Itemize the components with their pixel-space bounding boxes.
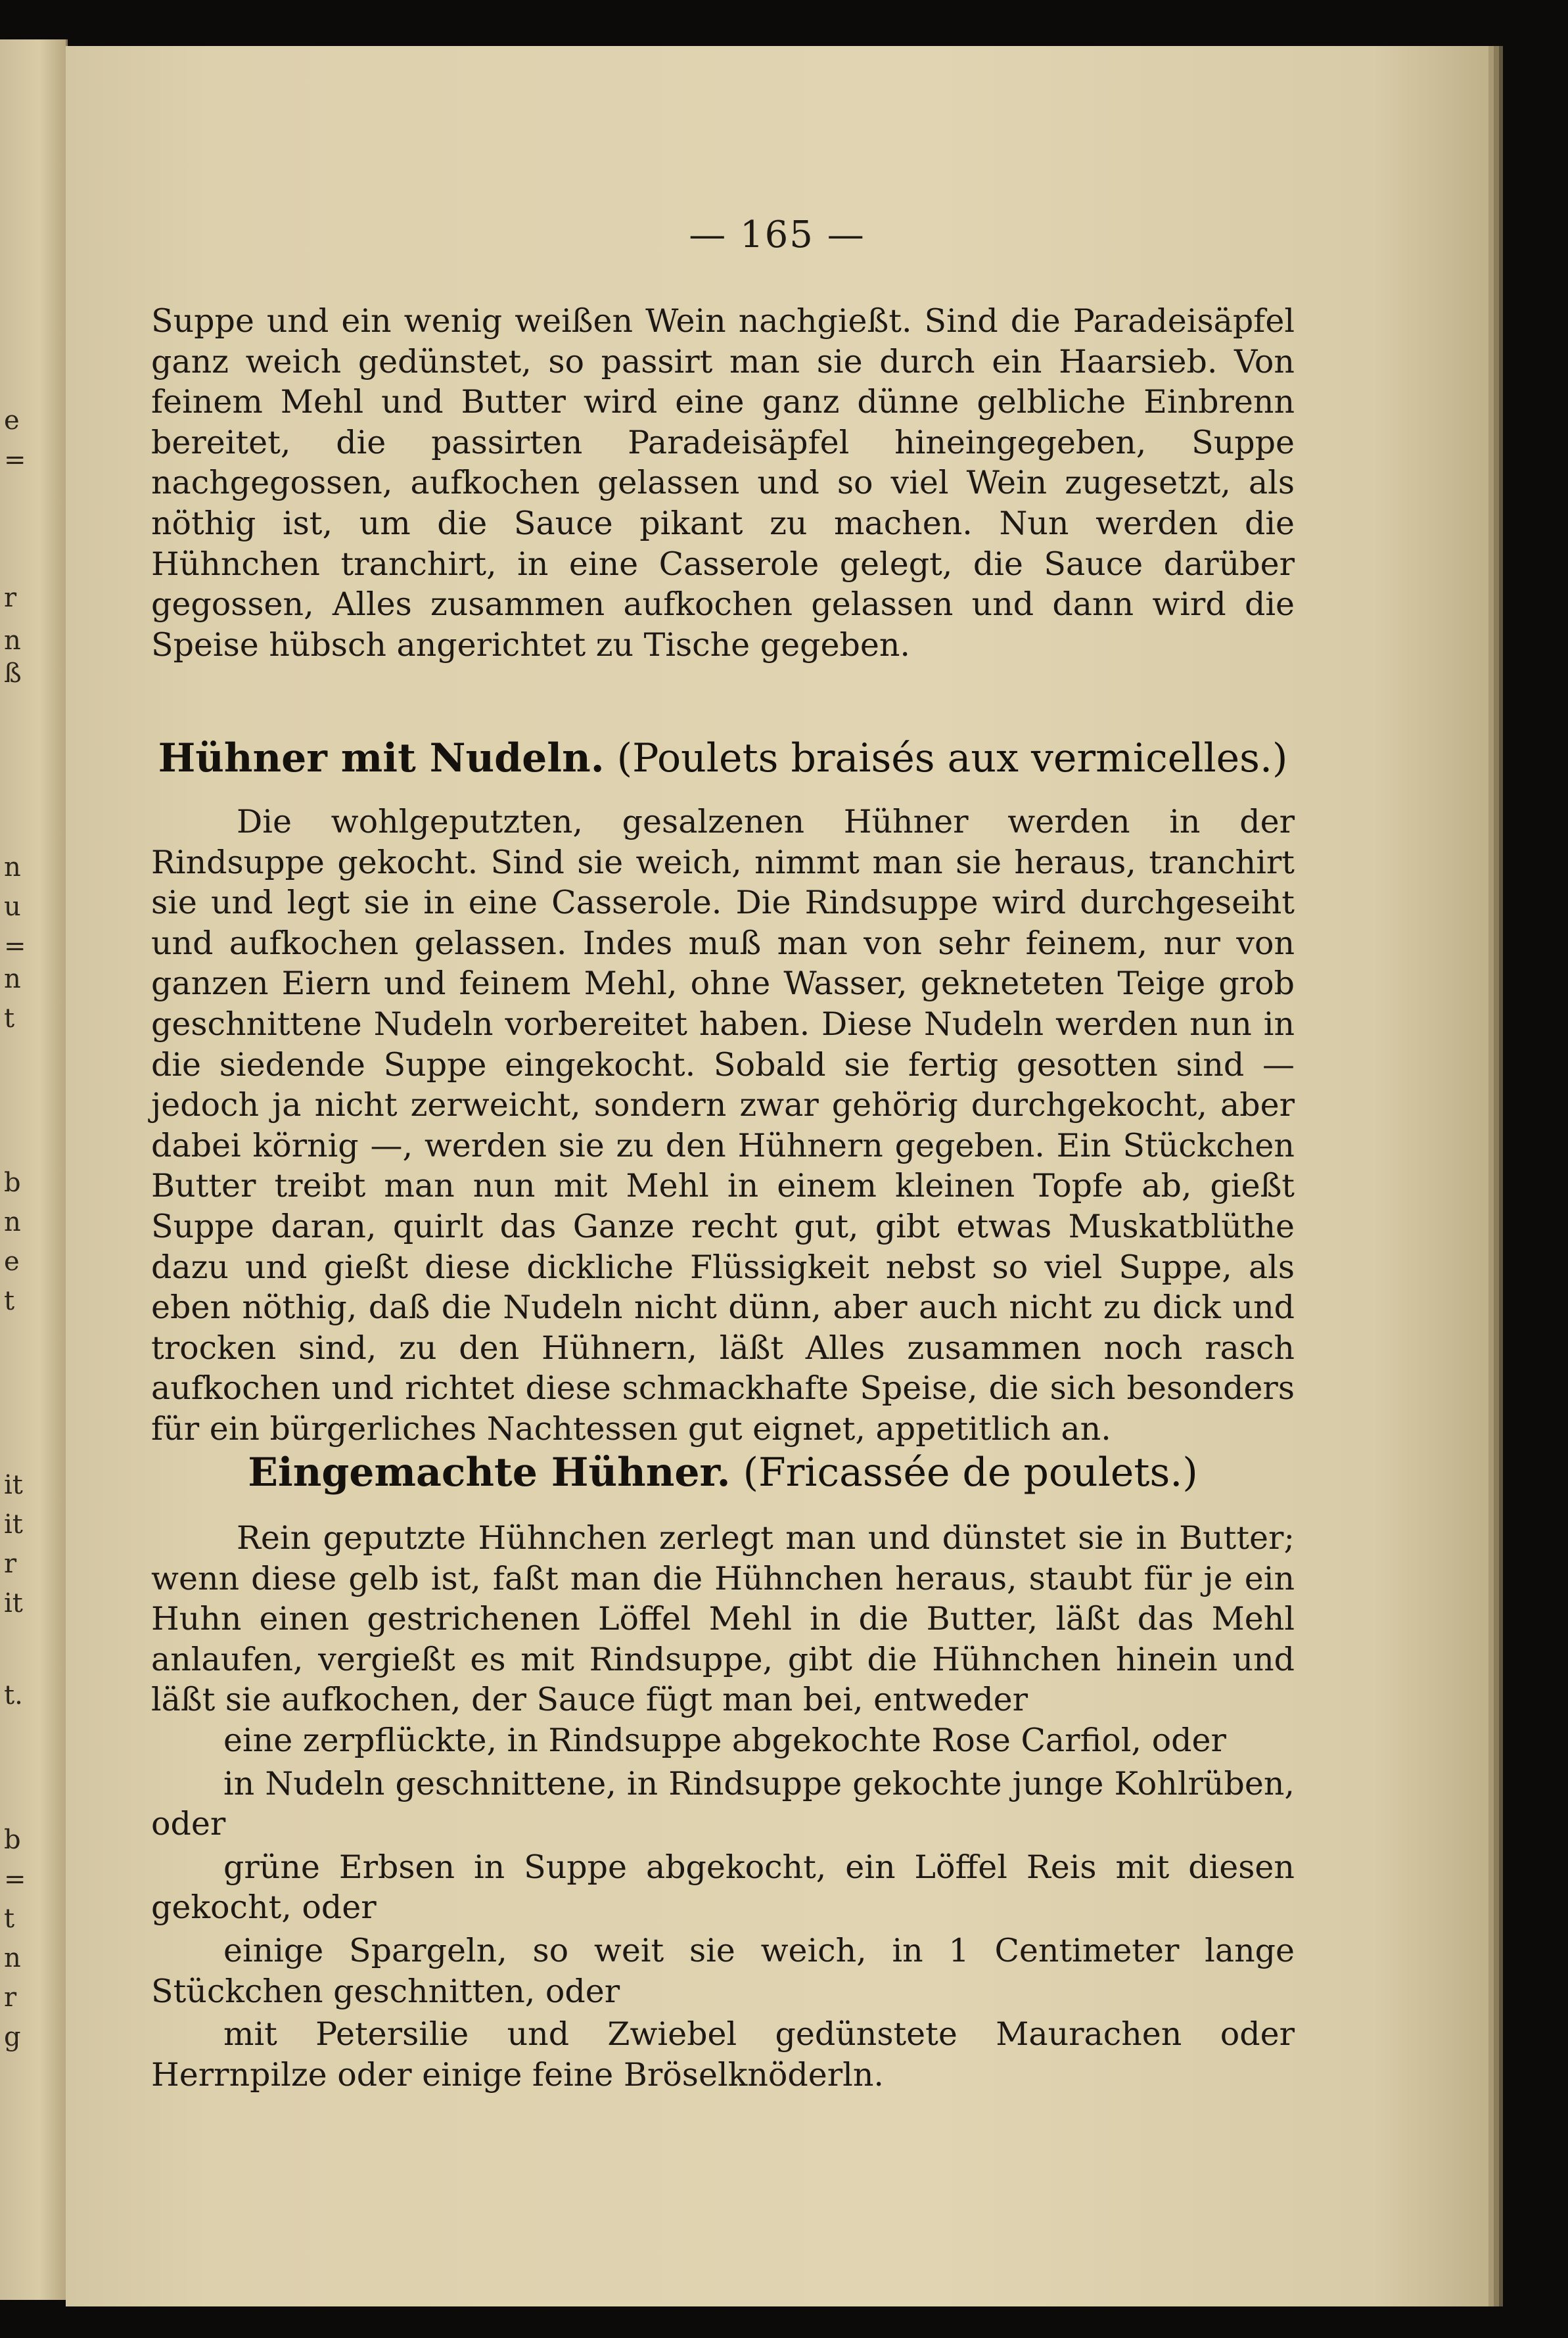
prev-page-fragment: ß	[4, 658, 22, 689]
prev-page-fragment: e	[4, 405, 20, 436]
prev-page-fragment: t	[4, 1904, 15, 1934]
previous-page-edge	[0, 39, 68, 2300]
heading-german: Eingemachte Hühner.	[248, 1450, 731, 1496]
prev-page-fragment: b	[4, 1168, 21, 1198]
list-item: grüne Erbsen in Suppe abgekocht, ein Löffel Reis mit diesen gekocht, oder	[151, 1848, 1295, 1927]
prev-page-fragment: u	[4, 892, 21, 922]
prev-page-fragment: =	[4, 445, 26, 475]
section-heading	[151, 735, 1295, 782]
prev-page-fragment: n	[4, 1943, 21, 1973]
prev-page-fragment: =	[4, 1864, 26, 1894]
paragraph-text: Suppe und ein wenig weißen Wein nachgießt. Sind die Paradeisäpfel ganz weich gedünstet, so passirt man sie durch ein Haarsieb. Von feinem Mehl und Butter wird eine ganz dünne gelbliche Einbrenn bereitet, die passirten Paradeisäpfel hineingegeben, Suppe nachgegossen, aufkochen gelassen und so viel Wein zugesetzt, als nöthig ist, um die Sauce pikant zu machen. Nun werden die Hühnchen tranchirt, in eine Casserole gelegt, die Sauce darüber gegossen, Alles zusammen aufkochen gelassen und dann wird die Speise hübsch angerichtet zu Tische gegeben.	[151, 302, 1295, 664]
prev-page-fragment: b	[4, 1825, 21, 1855]
prev-page-fragment: n	[4, 964, 21, 994]
prev-page-fragment: it	[4, 1470, 23, 1500]
list-item: eine zerpflückte, in Rindsuppe abgekochte Rose Carfiol, oder	[223, 1721, 1226, 1759]
list-item: in Nudeln geschnittene, in Rindsuppe gekochte junge Kohlrüben, oder	[151, 1764, 1295, 1843]
section-heading	[151, 1449, 1295, 1496]
prev-page-fragment: r	[4, 1549, 17, 1579]
prev-page-fragment: n	[4, 852, 21, 882]
prev-page-fragment: t	[4, 1286, 15, 1316]
prev-page-fragment: n	[4, 626, 21, 656]
prev-page-fragment: it	[4, 1588, 23, 1618]
list-item: einige Spargeln, so weit sie weich, in 1 Centimeter lange Stückchen geschnitten, oder	[151, 1931, 1295, 2010]
prev-page-fragment: t	[4, 1003, 15, 1034]
prev-page-fragment: r	[4, 1983, 17, 2013]
prev-page-fragment: r	[4, 583, 17, 613]
heading-french: (Fricassée de poulets.)	[743, 1450, 1198, 1496]
section-body	[151, 802, 1295, 1450]
heading-french: (Poulets braisés aux vermicelles.)	[616, 735, 1288, 781]
paragraph-text: Rein geputzte Hühnchen zerlegt man und dünstet sie in Butter; wenn diese gelb ist, faßt man die Hühnchen heraus, staubt für je ein Huhn einen gestrichenen Löffel Mehl in die Butter, läßt das Mehl anlaufen, vergießt es mit Rindsuppe, gibt die Hühnchen hinein und läßt sie aufkochen, der Sauce fügt man bei, entweder	[151, 1519, 1295, 1719]
prev-page-fragment: g	[4, 2022, 21, 2052]
heading-german: Hühner mit Nudeln.	[158, 735, 605, 781]
intro-paragraph	[151, 301, 1295, 665]
section-body	[151, 1518, 1295, 2095]
paragraph-text: Die wohlgeputzten, gesalzenen Hühner werden in der Rindsuppe gekocht. Sind sie weich, nimmt man sie heraus, tranchirt sie und legt sie in eine Casserole. Die Rindsuppe wird durchgeseiht und aufkochen gelassen. Indes muß man von sehr feinem, nur von ganzen Eiern und feinem Mehl, ohne Wasser, gekneteten Teige grob geschnittene Nudeln vorbereitet haben. Diese Nudeln werden nun in die siedende Suppe eingekocht. Sobald sie fertig gesotten sind — jedoch ja nicht zerweicht, sondern zwar gehörig durchgekocht, aber dabei körnig —, werden sie zu den Hühnern gegeben. Ein Stückchen Butter treibt man nun mit Mehl in einem kleinen Topfe ab, gießt Suppe daran, quirlt das Ganze recht gut, gibt etwas Muskatblüthe dazu und gießt diese dickliche Flüssigkeit nebst so viel Suppe, als eben nöthig, daß die Nudeln nicht dünn, aber auch nicht zu dick und trocken sind, zu den Hühnern, läßt Alles zusammen noch rasch aufkochen und richtet diese schmackhafte Speise, die sich besonders für ein bürgerliches Nachtessen gut eignet, appetitlich an.	[151, 803, 1295, 1448]
page-number: — 165 —	[689, 214, 865, 256]
prev-page-fragment: n	[4, 1207, 21, 1237]
prev-page-fragment: e	[4, 1247, 20, 1277]
prev-page-fragment: =	[4, 931, 26, 961]
prev-page-fragment: t.	[4, 1680, 23, 1710]
list-item: mit Petersilie und Zwiebel gedünstete Maurachen oder Herrnpilze oder einige feine Bröselknöderln.	[151, 2015, 1295, 2094]
prev-page-fragment: it	[4, 1509, 23, 1540]
book-page	[66, 46, 1488, 2306]
